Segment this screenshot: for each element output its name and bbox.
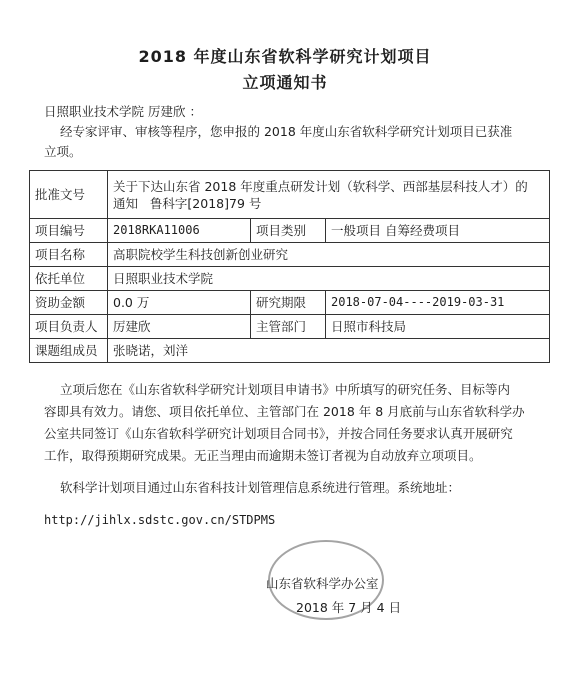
project-no-label: 项目编号 xyxy=(30,219,108,243)
system-url[interactable]: http://jihlx.sdstc.gov.cn/STDPMS xyxy=(44,513,276,527)
category-label: 项目类别 xyxy=(251,219,326,243)
period-value: 2018-07-04----2019-03-31 xyxy=(326,291,550,315)
funding-value: 0.0 万 xyxy=(108,291,251,315)
table-row xyxy=(30,243,550,267)
document-title: 2018 年度山东省软科学研究计划项目 xyxy=(138,47,432,66)
body-paragraph-1-line-1: 立项后您在《山东省软科学研究计划项目申请书》中所填写的研究任务、目标等内 xyxy=(60,382,511,397)
body-paragraph-1-line-2: 容即具有效力。请您、项目依托单位、主管部门在 2018 年 8 月底前与山东省软科学办 xyxy=(44,404,525,419)
unit-value: 日照职业技术学院 xyxy=(108,267,550,291)
intro-line-2: 立项。 xyxy=(44,144,82,159)
period-label: 研究期限 xyxy=(251,291,326,315)
body-paragraph-1-line-4: 工作，取得预期研究成果。无正当理由而逾期未签订者视为自动放弃立项项目。 xyxy=(44,448,482,463)
dept-value: 日照市科技局 xyxy=(326,315,550,339)
funding-label: 资助金额 xyxy=(30,291,108,315)
table-row xyxy=(30,315,550,339)
approval-value xyxy=(108,171,550,219)
table-row xyxy=(30,219,550,243)
project-info-table xyxy=(29,170,550,363)
name-value: 高职院校学生科技创新创业研究 xyxy=(108,243,550,267)
body-paragraph-2: 软科学计划项目通过山东省科技计划管理信息系统进行管理。系统地址： xyxy=(60,480,461,495)
category-value: 一般项目 自筹经费项目 xyxy=(326,219,550,243)
members-value: 张晓诺，刘洋 xyxy=(108,339,550,363)
dept-label: 主管部门 xyxy=(251,315,326,339)
approval-line-1: 关于下达山东省 2018 年度重点研发计划（软科学、西部基层科技人才）的 xyxy=(113,178,528,194)
approval-line-2: 通知 鲁科字[2018]79 号 xyxy=(113,195,262,211)
addressee: 日照职业技术学院 厉建欣 ： xyxy=(44,104,202,119)
table-row xyxy=(30,267,550,291)
intro-line-1: 经专家评审、审核等程序，您申报的 2018 年度山东省软科学研究计划项目已获准 xyxy=(60,124,513,139)
members-label: 课题组成员 xyxy=(30,339,108,363)
leader-label: 项目负责人 xyxy=(30,315,108,339)
body-paragraph-1-line-3: 公室共同签订《山东省软科学研究计划项目合同书》，并按合同任务要求认真开展研究 xyxy=(44,426,513,441)
signature-date: 2018 年 7 月 4 日 xyxy=(296,600,402,615)
table-row xyxy=(30,171,550,219)
leader-value: 厉建欣 xyxy=(108,315,251,339)
approval-label: 批准文号 xyxy=(30,171,108,219)
project-no-value: 2018RKA11006 xyxy=(108,219,251,243)
table-row xyxy=(30,291,550,315)
signature-org: 山东省软科学办公室 xyxy=(266,576,379,591)
table-row xyxy=(30,339,550,363)
unit-label: 依托单位 xyxy=(30,267,108,291)
name-label: 项目名称 xyxy=(30,243,108,267)
document-subtitle: 立项通知书 xyxy=(242,73,328,92)
